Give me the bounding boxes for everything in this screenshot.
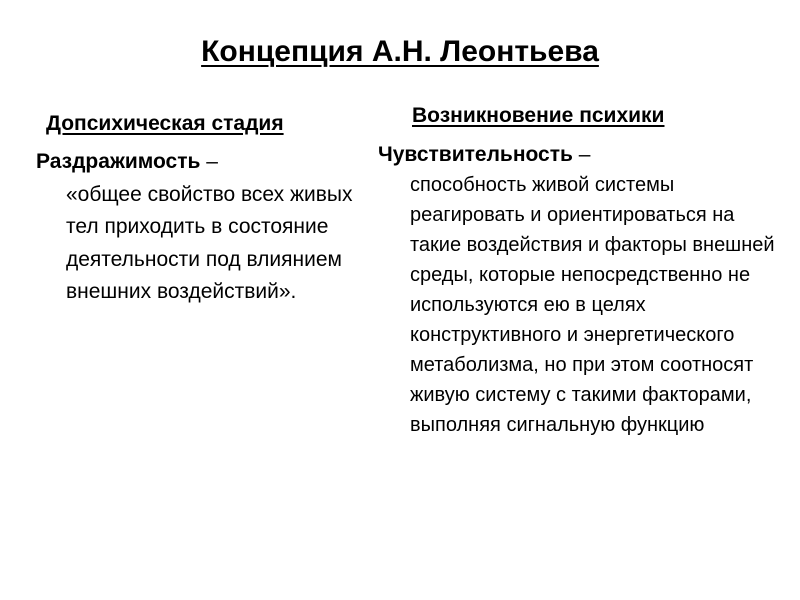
left-term: Раздражимость [36,150,201,173]
left-term-dash: – [200,150,218,173]
left-term-line [36,146,366,179]
left-column-definition [36,146,366,309]
left-column-heading: Допсихическая стадия [46,112,284,135]
left-definition-text: «общее свойство всех живых тел приходить в состояние деятельности под влиянием внешних воздействий». [66,182,353,303]
right-column-definition [378,140,788,440]
right-term-line [378,140,788,170]
right-term: Чувствительность [378,143,573,166]
right-term-dash: – [572,143,591,166]
slide-title: Концепция А.Н. Леонтьева [201,35,599,68]
right-column-heading: Возникновение психики [412,104,665,127]
right-definition-text: способность живой системы реагировать и ориентироваться на такие воздействия и факторы внешней среды, которые непосредственно не используются ею в целях конструктивного и энергетического метаболизма, но при этом соотносят живую систему с такими факторами, выполняя сигнальную функцию [410,174,775,436]
